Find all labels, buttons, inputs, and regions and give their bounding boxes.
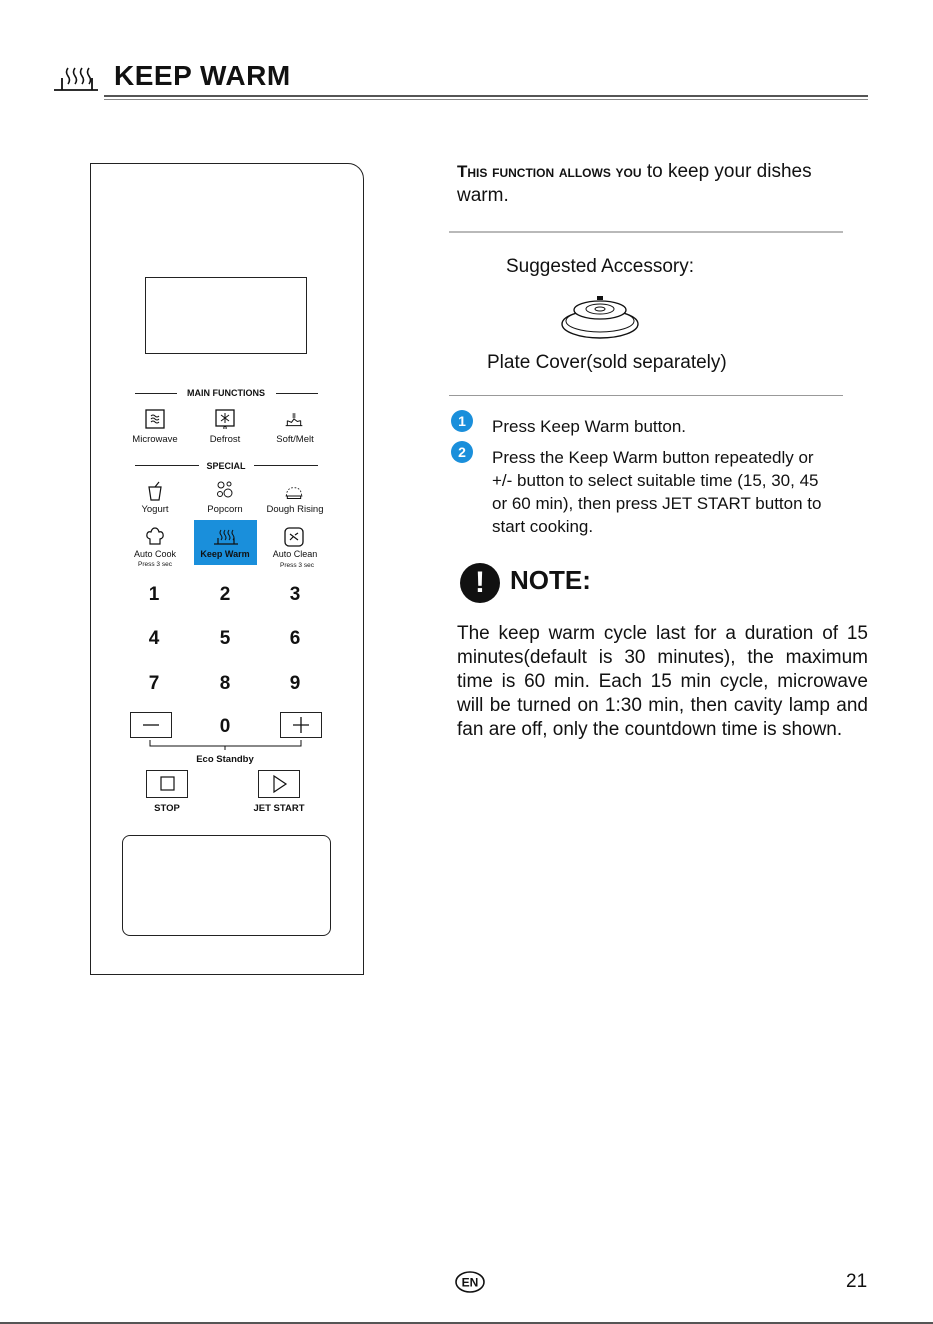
dough-rising-label[interactable]: Dough Rising	[266, 504, 324, 515]
digit-8[interactable]: 8	[219, 673, 231, 694]
stop-button[interactable]	[146, 770, 188, 798]
plus-icon	[281, 713, 321, 737]
door-opening	[122, 835, 331, 936]
digit-0[interactable]: 0	[219, 716, 231, 737]
section-rule	[449, 231, 843, 233]
special-label: SPECIAL	[206, 461, 246, 471]
step-1-badge: 1	[451, 410, 473, 432]
accessory-caption: Plate Cover(sold separately)	[487, 352, 727, 373]
auto-clean-sub: Press 3 sec	[280, 562, 314, 569]
auto-clean-icon	[284, 527, 304, 547]
divider	[276, 393, 318, 394]
page-title: KEEP WARM	[114, 60, 291, 91]
microwave-icon	[145, 409, 165, 429]
soft-melt-icon	[284, 409, 304, 429]
header-rule	[104, 95, 868, 97]
step-1-text: Press Keep Warm button.	[492, 417, 687, 436]
keep-warm-label[interactable]: Keep Warm	[200, 549, 250, 559]
popcorn-icon	[215, 480, 235, 500]
digit-4[interactable]: 4	[148, 628, 160, 649]
warning-icon: !	[460, 563, 500, 603]
digit-3[interactable]: 3	[289, 584, 301, 605]
language-badge	[455, 1271, 485, 1293]
microwave-label[interactable]: Microwave	[132, 434, 178, 445]
minus-button[interactable]	[130, 712, 172, 738]
stop-icon	[147, 771, 187, 797]
note-body: The keep warm cycle last for a duration of 15 minutes(default is 30 minutes), the maximum time is 60 min. Each 15 min cycle, microwave will be turned on 1:30 min, then cavity lamp and fan are off, only the countdown time is shown.	[457, 623, 868, 740]
digit-6[interactable]: 6	[289, 628, 301, 649]
dough-rising-icon	[284, 481, 304, 501]
defrost-icon	[215, 409, 235, 429]
divider	[135, 465, 199, 466]
digit-7[interactable]: 7	[148, 673, 160, 694]
play-icon	[259, 771, 299, 797]
digit-1[interactable]: 1	[148, 584, 160, 605]
auto-cook-label[interactable]: Auto Cook	[133, 549, 177, 559]
plate-cover-icon	[559, 294, 641, 342]
divider	[254, 465, 318, 466]
language-code: EN	[461, 1275, 479, 1290]
step-2-text: Press the Keep Warm button repeatedly or +/- button to select suitable time (15, 30, 45 or 60 min), then press JET START button to start cooking.	[492, 448, 822, 536]
jet-start-button[interactable]	[258, 770, 300, 798]
digit-2[interactable]: 2	[219, 584, 231, 605]
page-number: 21	[846, 1271, 868, 1292]
stop-label: STOP	[154, 803, 180, 814]
main-functions-label: MAIN FUNCTIONS	[187, 388, 265, 398]
yogurt-label[interactable]: Yogurt	[141, 504, 169, 515]
keep-warm-icon	[52, 62, 100, 92]
eco-standby-label: Eco Standby	[196, 754, 254, 765]
intro-smallcaps: This function allows you	[457, 162, 642, 181]
step-2-badge: 2	[451, 441, 473, 463]
eco-standby-bracket	[148, 740, 303, 754]
soft-melt-label[interactable]: Soft/Melt	[276, 434, 314, 445]
auto-cook-sub: Press 3 sec	[138, 561, 172, 568]
yogurt-icon	[145, 481, 165, 501]
minus-icon	[131, 713, 171, 737]
note-title: NOTE:	[510, 565, 591, 595]
digit-5[interactable]: 5	[219, 628, 231, 649]
popcorn-label[interactable]: Popcorn	[207, 504, 243, 515]
accessory-title: Suggested Accessory:	[506, 256, 694, 277]
defrost-label[interactable]: Defrost	[209, 434, 241, 445]
intro-rest: to keep your dishes warm.	[457, 161, 812, 206]
keep-warm-icon	[213, 528, 239, 546]
jet-start-label: JET START	[253, 803, 305, 814]
digit-9[interactable]: 9	[289, 673, 301, 694]
header-rule-thin	[104, 99, 868, 100]
display-screen	[145, 277, 307, 354]
intro-text	[457, 160, 857, 208]
plus-button[interactable]	[280, 712, 322, 738]
chef-hat-icon	[145, 527, 165, 547]
auto-clean-label[interactable]: Auto Clean	[272, 549, 318, 559]
divider	[135, 393, 177, 394]
section-rule	[449, 395, 843, 396]
